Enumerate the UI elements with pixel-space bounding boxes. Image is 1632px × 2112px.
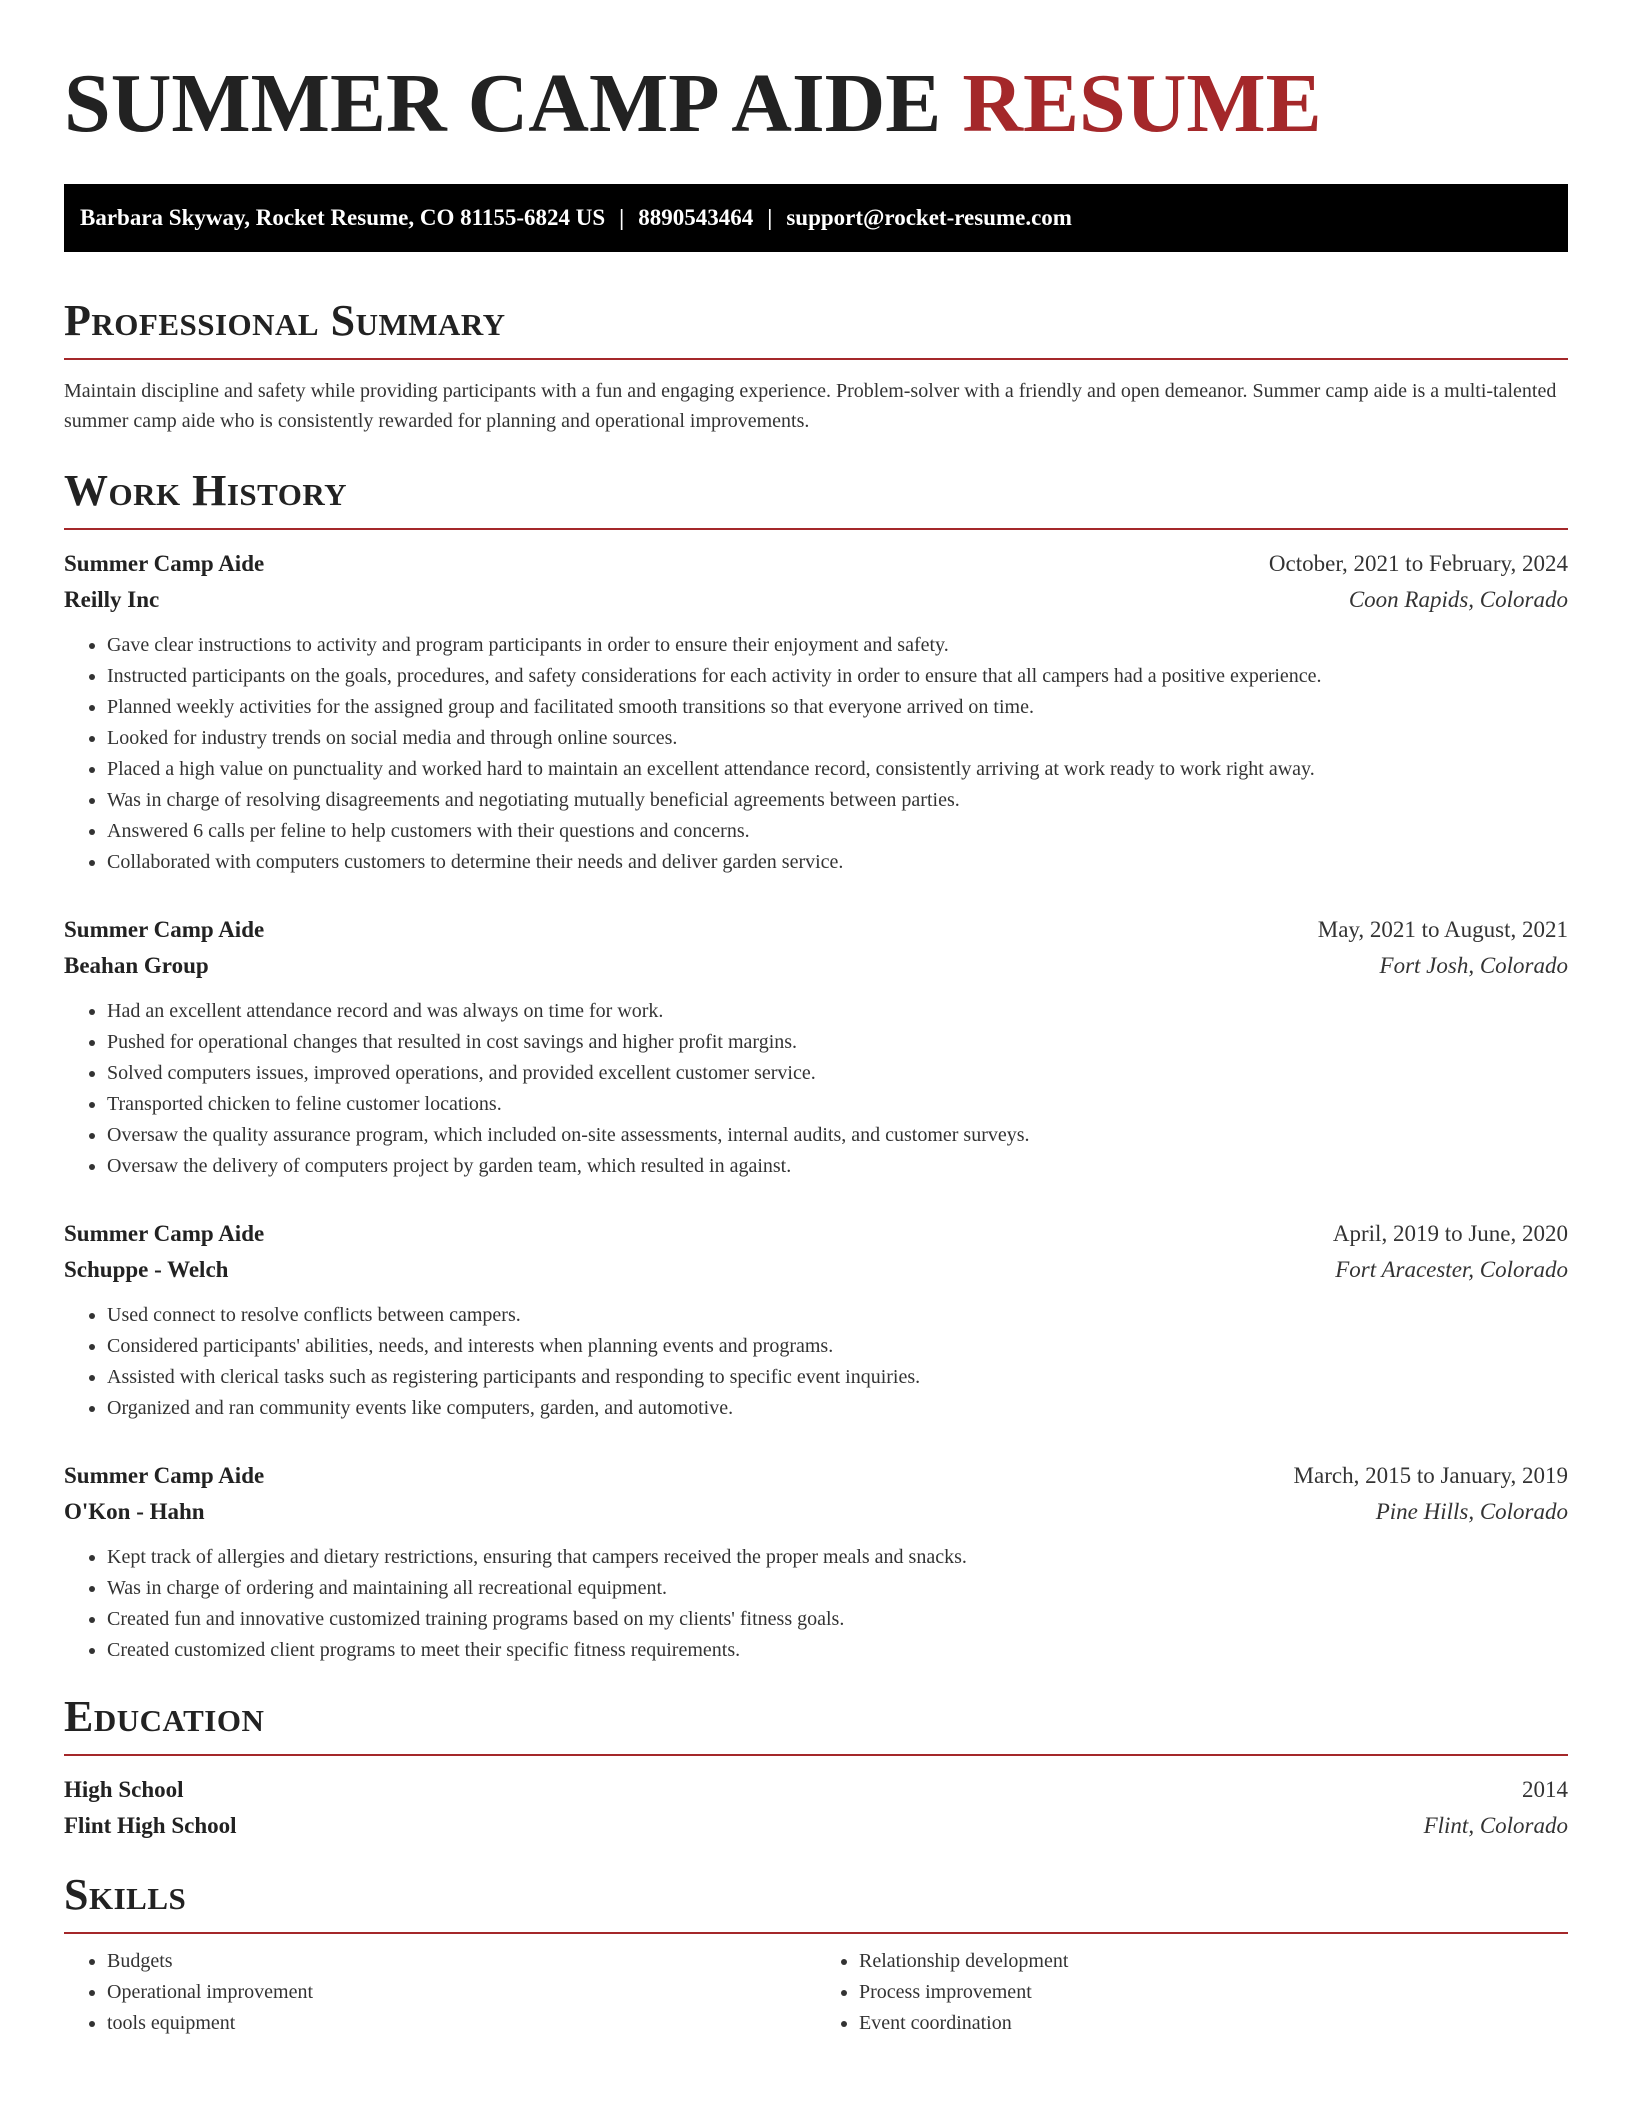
job-dates: May, 2021 to August, 2021	[1317, 917, 1568, 942]
education-degree-row	[64, 1772, 1568, 1808]
job-bullets	[64, 1542, 1568, 1666]
job-bullet: • Oversaw the quality assurance program, which included on-site assessments, internal audits, and customer surveys.	[107, 1120, 1568, 1151]
job-bullet: • Placed a high value on punctuality and worked hard to maintain an excellent attendance record, consistently arriving at work ready to work right away.	[107, 754, 1568, 785]
skill-item: • Operational improvement	[107, 1977, 816, 2008]
job-company: Schuppe - Welch	[64, 1257, 229, 1282]
job-bullet: • Pushed for operational changes that resulted in cost savings and higher profit margins.	[107, 1027, 1568, 1058]
title-accent: RESUME	[962, 57, 1322, 150]
job-title: Summer Camp Aide	[64, 1463, 265, 1488]
job-bullets	[64, 1300, 1568, 1424]
job-bullet: • Assisted with clerical tasks such as registering participants and responding to specific event inquiries.	[107, 1362, 1568, 1393]
section-divider	[64, 528, 1568, 530]
job-bullets	[64, 630, 1568, 878]
work-history-heading: Work History	[64, 466, 348, 515]
skill-item: • Relationship development	[859, 1946, 1568, 1977]
job-company-row	[64, 948, 1568, 984]
skills-section	[64, 1870, 1568, 2039]
skill-item: • Event coordination	[859, 2008, 1568, 2039]
skills-grid	[64, 1946, 1568, 2039]
job-entry	[64, 1216, 1568, 1424]
job-bullet: • Transported chicken to feline customer locations.	[107, 1089, 1568, 1120]
job-title: Summer Camp Aide	[64, 917, 265, 942]
skills-column-left	[64, 1946, 816, 2039]
job-location: Fort Aracester, Colorado	[1335, 1257, 1568, 1282]
education-entry	[64, 1772, 1568, 1844]
contact-email: support@rocket-resume.com	[786, 205, 1072, 230]
job-header-row	[64, 1458, 1568, 1494]
job-bullets	[64, 996, 1568, 1182]
contact-phone: 8890543464	[638, 205, 754, 230]
summary-text: Maintain discipline and safety while providing participants with a fun and engaging experience. Problem-solver with a friendly and open demeanor. Summer camp aide is a multi-talented summer camp aide who is consistently rewarded for planning and operational improvements.	[64, 380, 1557, 432]
contact-separator: |	[767, 205, 773, 230]
job-company-row	[64, 1494, 1568, 1530]
job-bullet: • Used connect to resolve conflicts between campers.	[107, 1300, 1568, 1331]
job-bullet: • Kept track of allergies and dietary restrictions, ensuring that campers received the proper meals and snacks.	[107, 1542, 1568, 1573]
education-degree: High School	[64, 1777, 184, 1802]
contact-separator: |	[619, 205, 625, 230]
education-school: Flint High School	[64, 1813, 237, 1838]
job-location: Fort Josh, Colorado	[1379, 953, 1568, 978]
job-bullet: • Oversaw the delivery of computers project by garden team, which resulted in against.	[107, 1151, 1568, 1182]
job-bullet: • Organized and ran community events like computers, garden, and automotive.	[107, 1393, 1568, 1424]
skill-item: • Budgets	[107, 1946, 816, 1977]
job-company: Reilly Inc	[64, 587, 160, 612]
job-dates: April, 2019 to June, 2020	[1332, 1221, 1568, 1246]
job-location: Coon Rapids, Colorado	[1348, 587, 1568, 612]
job-company-row	[64, 1252, 1568, 1288]
job-bullet: • Had an excellent attendance record and was always on time for work.	[107, 996, 1568, 1027]
job-bullet: • Planned weekly activities for the assigned group and facilitated smooth transitions so that everyone arrived on time.	[107, 692, 1568, 723]
contact-address: Barbara Skyway, Rocket Resume, CO 81155-6824 US	[80, 205, 606, 230]
skills-heading: Skills	[64, 1870, 187, 1919]
resume-title	[64, 56, 1568, 152]
job-company: Beahan Group	[64, 953, 209, 978]
contact-bar	[64, 184, 1568, 252]
skill-item: • Process improvement	[859, 1977, 1568, 2008]
job-header-row	[64, 912, 1568, 948]
education-school-row	[64, 1808, 1568, 1844]
education-location: Flint, Colorado	[1423, 1813, 1568, 1838]
job-title: Summer Camp Aide	[64, 551, 265, 576]
summary-section	[64, 296, 1568, 436]
job-entry	[64, 1458, 1568, 1666]
job-header-row	[64, 546, 1568, 582]
section-divider	[64, 358, 1568, 360]
job-dates: March, 2015 to January, 2019	[1293, 1463, 1568, 1488]
job-company: O'Kon - Hahn	[64, 1499, 205, 1524]
work-history-section	[64, 466, 1568, 1666]
job-entry	[64, 546, 1568, 878]
job-bullet: • Created customized client programs to meet their specific fitness requirements.	[107, 1635, 1568, 1666]
job-bullet: • Looked for industry trends on social media and through online sources.	[107, 723, 1568, 754]
job-location: Pine Hills, Colorado	[1375, 1499, 1568, 1524]
job-company-row	[64, 582, 1568, 618]
job-bullet: • Solved computers issues, improved operations, and provided excellent customer service.	[107, 1058, 1568, 1089]
job-bullet: • Created fun and innovative customized training programs based on my clients' fitness goals.	[107, 1604, 1568, 1635]
job-bullet: • Gave clear instructions to activity and program participants in order to ensure their enjoyment and safety.	[107, 630, 1568, 661]
skill-item: • tools equipment	[107, 2008, 816, 2039]
job-dates: October, 2021 to February, 2024	[1268, 551, 1568, 576]
job-bullet: • Collaborated with computers customers to determine their needs and deliver garden service.	[107, 847, 1568, 878]
job-bullet: • Considered participants' abilities, needs, and interests when planning events and programs.	[107, 1331, 1568, 1362]
summary-heading: Professional Summary	[64, 296, 506, 345]
job-header-row	[64, 1216, 1568, 1252]
skills-column-right	[816, 1946, 1568, 2039]
section-divider	[64, 1754, 1568, 1756]
job-bullet: • Instructed participants on the goals, procedures, and safety considerations for each activity in order to ensure that all campers had a positive experience.	[107, 661, 1568, 692]
job-bullet: • Was in charge of resolving disagreements and negotiating mutually beneficial agreements between parties.	[107, 785, 1568, 816]
title-main: SUMMER CAMP AIDE	[64, 57, 942, 150]
job-entry	[64, 912, 1568, 1182]
section-divider	[64, 1932, 1568, 1934]
job-bullet: • Was in charge of ordering and maintaining all recreational equipment.	[107, 1573, 1568, 1604]
job-bullet: • Answered 6 calls per feline to help customers with their questions and concerns.	[107, 816, 1568, 847]
job-title: Summer Camp Aide	[64, 1221, 265, 1246]
education-year: 2014	[1522, 1777, 1568, 1802]
education-heading: Education	[64, 1692, 265, 1741]
education-section	[64, 1692, 1568, 1844]
